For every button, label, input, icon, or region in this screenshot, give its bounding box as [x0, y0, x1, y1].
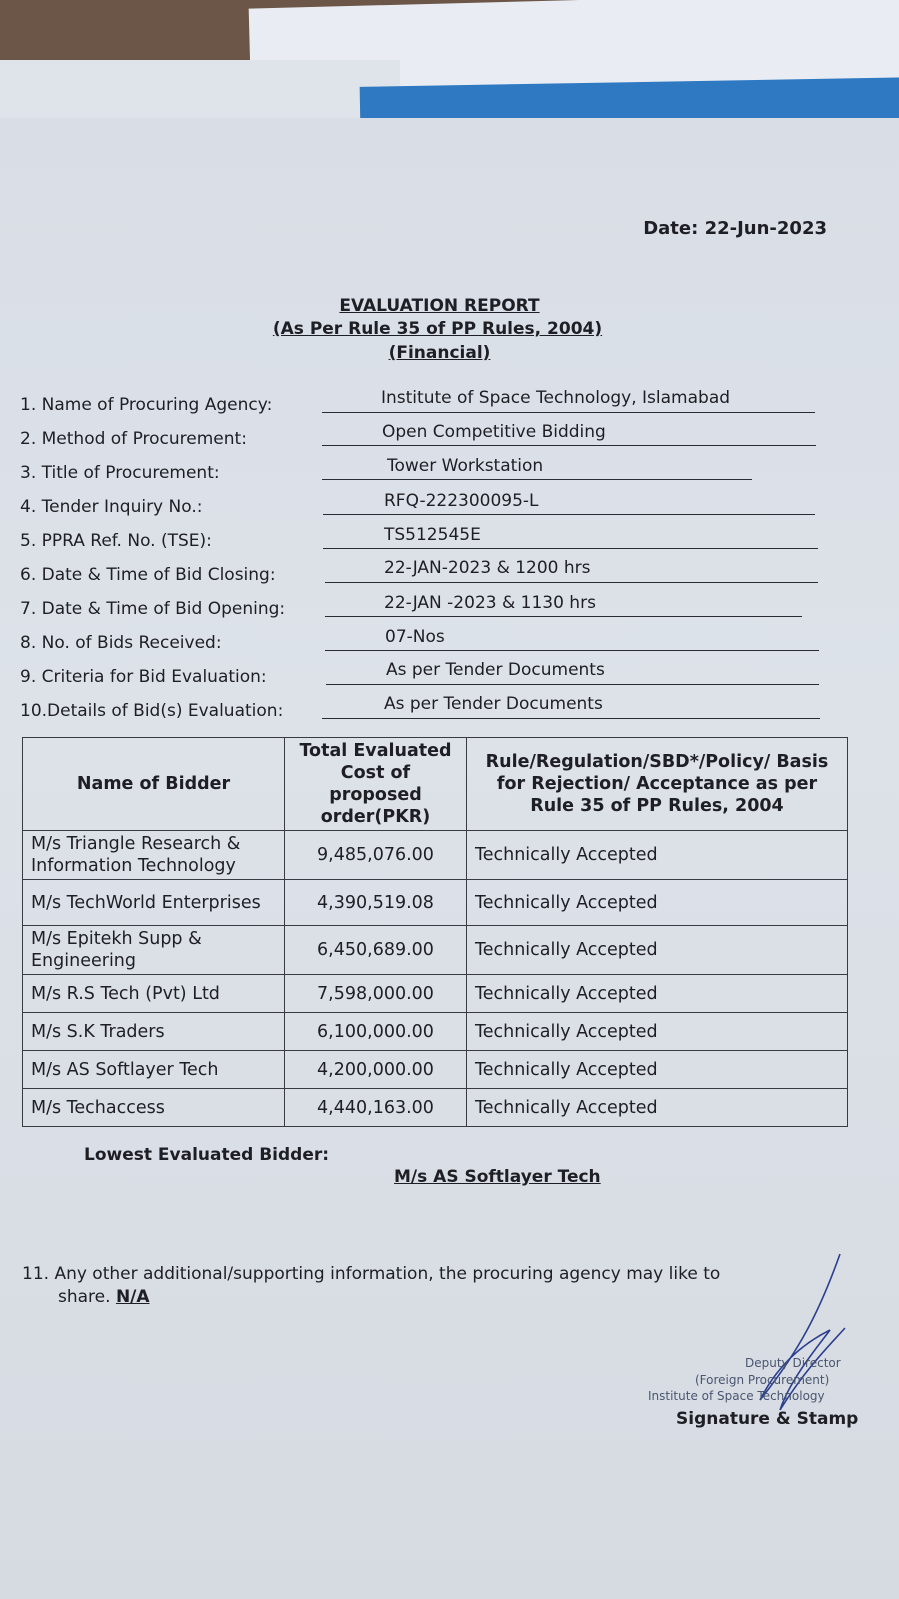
table-row: [23, 1089, 848, 1127]
field-line: [322, 718, 820, 719]
field-line: [325, 650, 819, 651]
lowest-bidder-value: M/s AS Softlayer Tech: [394, 1167, 601, 1187]
table-row: [23, 975, 848, 1013]
lowest-bidder-label: Lowest Evaluated Bidder:: [84, 1145, 330, 1165]
field-line: [323, 548, 818, 549]
bid-cost: 4,440,163.00: [285, 1089, 467, 1127]
stamp-line: (Foreign Procurement): [695, 1373, 830, 1387]
bid-cost: 6,100,000.00: [285, 1013, 467, 1051]
stamp-line: Deputy Director: [745, 1356, 841, 1370]
table-row: [23, 926, 848, 975]
report-category: (Financial): [388, 343, 491, 363]
field-value: Open Competitive Bidding: [382, 422, 606, 442]
field-label: 10.Details of Bid(s) Evaluation:: [20, 701, 284, 721]
stamp-line: Institute of Space Technology: [648, 1389, 825, 1403]
bid-status: Technically Accepted: [467, 1013, 848, 1051]
bid-cost: 6,450,689.00: [285, 926, 467, 975]
field-label: 8. No. of Bids Received:: [20, 633, 222, 653]
field-line: [322, 445, 816, 446]
field-label: 7. Date & Time of Bid Opening:: [20, 599, 286, 619]
field-line: [322, 412, 815, 413]
field-label: 6. Date & Time of Bid Closing:: [20, 565, 276, 585]
field-line: [325, 616, 802, 617]
report-subtitle: (As Per Rule 35 of PP Rules, 2004): [272, 319, 603, 339]
column-header-cost: Total Evaluated Cost of proposed order(PKR): [285, 738, 467, 831]
table-row: [23, 1051, 848, 1089]
field-value: Institute of Space Technology, Islamabad: [381, 388, 731, 408]
field-label: 9. Criteria for Bid Evaluation:: [20, 667, 267, 687]
table-header-row: [23, 738, 848, 831]
field-label: 1. Name of Procuring Agency:: [20, 395, 273, 415]
bid-status: Technically Accepted: [467, 831, 848, 880]
table-row: [23, 1013, 848, 1051]
field-value: As per Tender Documents: [386, 660, 605, 680]
bidder-name: M/s AS Softlayer Tech: [23, 1051, 285, 1089]
field-line: [326, 684, 819, 685]
field-value: 22-JAN-2023 & 1200 hrs: [384, 558, 591, 578]
field-label: 5. PPRA Ref. No. (TSE):: [20, 531, 212, 551]
field-label: 4. Tender Inquiry No.:: [20, 497, 203, 517]
bid-status: Technically Accepted: [467, 1089, 848, 1127]
bid-status: Technically Accepted: [467, 1051, 848, 1089]
column-header-bidder: Name of Bidder: [23, 738, 285, 831]
additional-info-value: N/A: [115, 1287, 150, 1307]
bid-evaluation-table: [22, 737, 848, 1127]
bidder-name: M/s S.K Traders: [23, 1013, 285, 1051]
field-value: 22-JAN -2023 & 1130 hrs: [384, 593, 596, 613]
bid-status: Technically Accepted: [467, 975, 848, 1013]
field-value: RFQ-222300095-L: [384, 491, 539, 511]
field-value: TS512545E: [384, 525, 481, 545]
additional-info-text: 11. Any other additional/supporting information, the procuring agency may like to: [22, 1264, 721, 1284]
table-row: [23, 831, 848, 880]
column-header-basis: Rule/Regulation/SBD*/Policy/ Basis for Rejection/ Acceptance as per Rule 35 of PP Rules, 2004: [467, 738, 848, 831]
field-value: 07-Nos: [385, 627, 445, 647]
field-label: 3. Title of Procurement:: [20, 463, 220, 483]
bidder-name: M/s Techaccess: [23, 1089, 285, 1127]
bidder-name: M/s Triangle Research & Information Technology: [23, 831, 285, 880]
report-title: EVALUATION REPORT: [339, 296, 540, 316]
field-line: [323, 514, 815, 515]
bid-status: Technically Accepted: [467, 880, 848, 926]
field-value: Tower Workstation: [387, 456, 544, 476]
additional-info-share: share.: [58, 1287, 111, 1307]
bid-status: Technically Accepted: [467, 926, 848, 975]
bid-cost: 9,485,076.00: [285, 831, 467, 880]
bidder-name: M/s TechWorld Enterprises: [23, 880, 285, 926]
report-date: Date: 22-Jun-2023: [643, 218, 827, 239]
bid-cost: 4,390,519.08: [285, 880, 467, 926]
additional-info-line2: [58, 1287, 150, 1307]
signature-label: Signature & Stamp: [676, 1409, 859, 1429]
bidder-name: M/s R.S Tech (Pvt) Ltd: [23, 975, 285, 1013]
table-row: [23, 880, 848, 926]
field-line: [322, 479, 752, 480]
bid-cost: 7,598,000.00: [285, 975, 467, 1013]
field-label: 2. Method of Procurement:: [20, 429, 247, 449]
field-line: [325, 582, 818, 583]
bidder-name: M/s Epitekh Supp & Engineering: [23, 926, 285, 975]
field-value: As per Tender Documents: [384, 694, 603, 714]
bid-cost: 4,200,000.00: [285, 1051, 467, 1089]
